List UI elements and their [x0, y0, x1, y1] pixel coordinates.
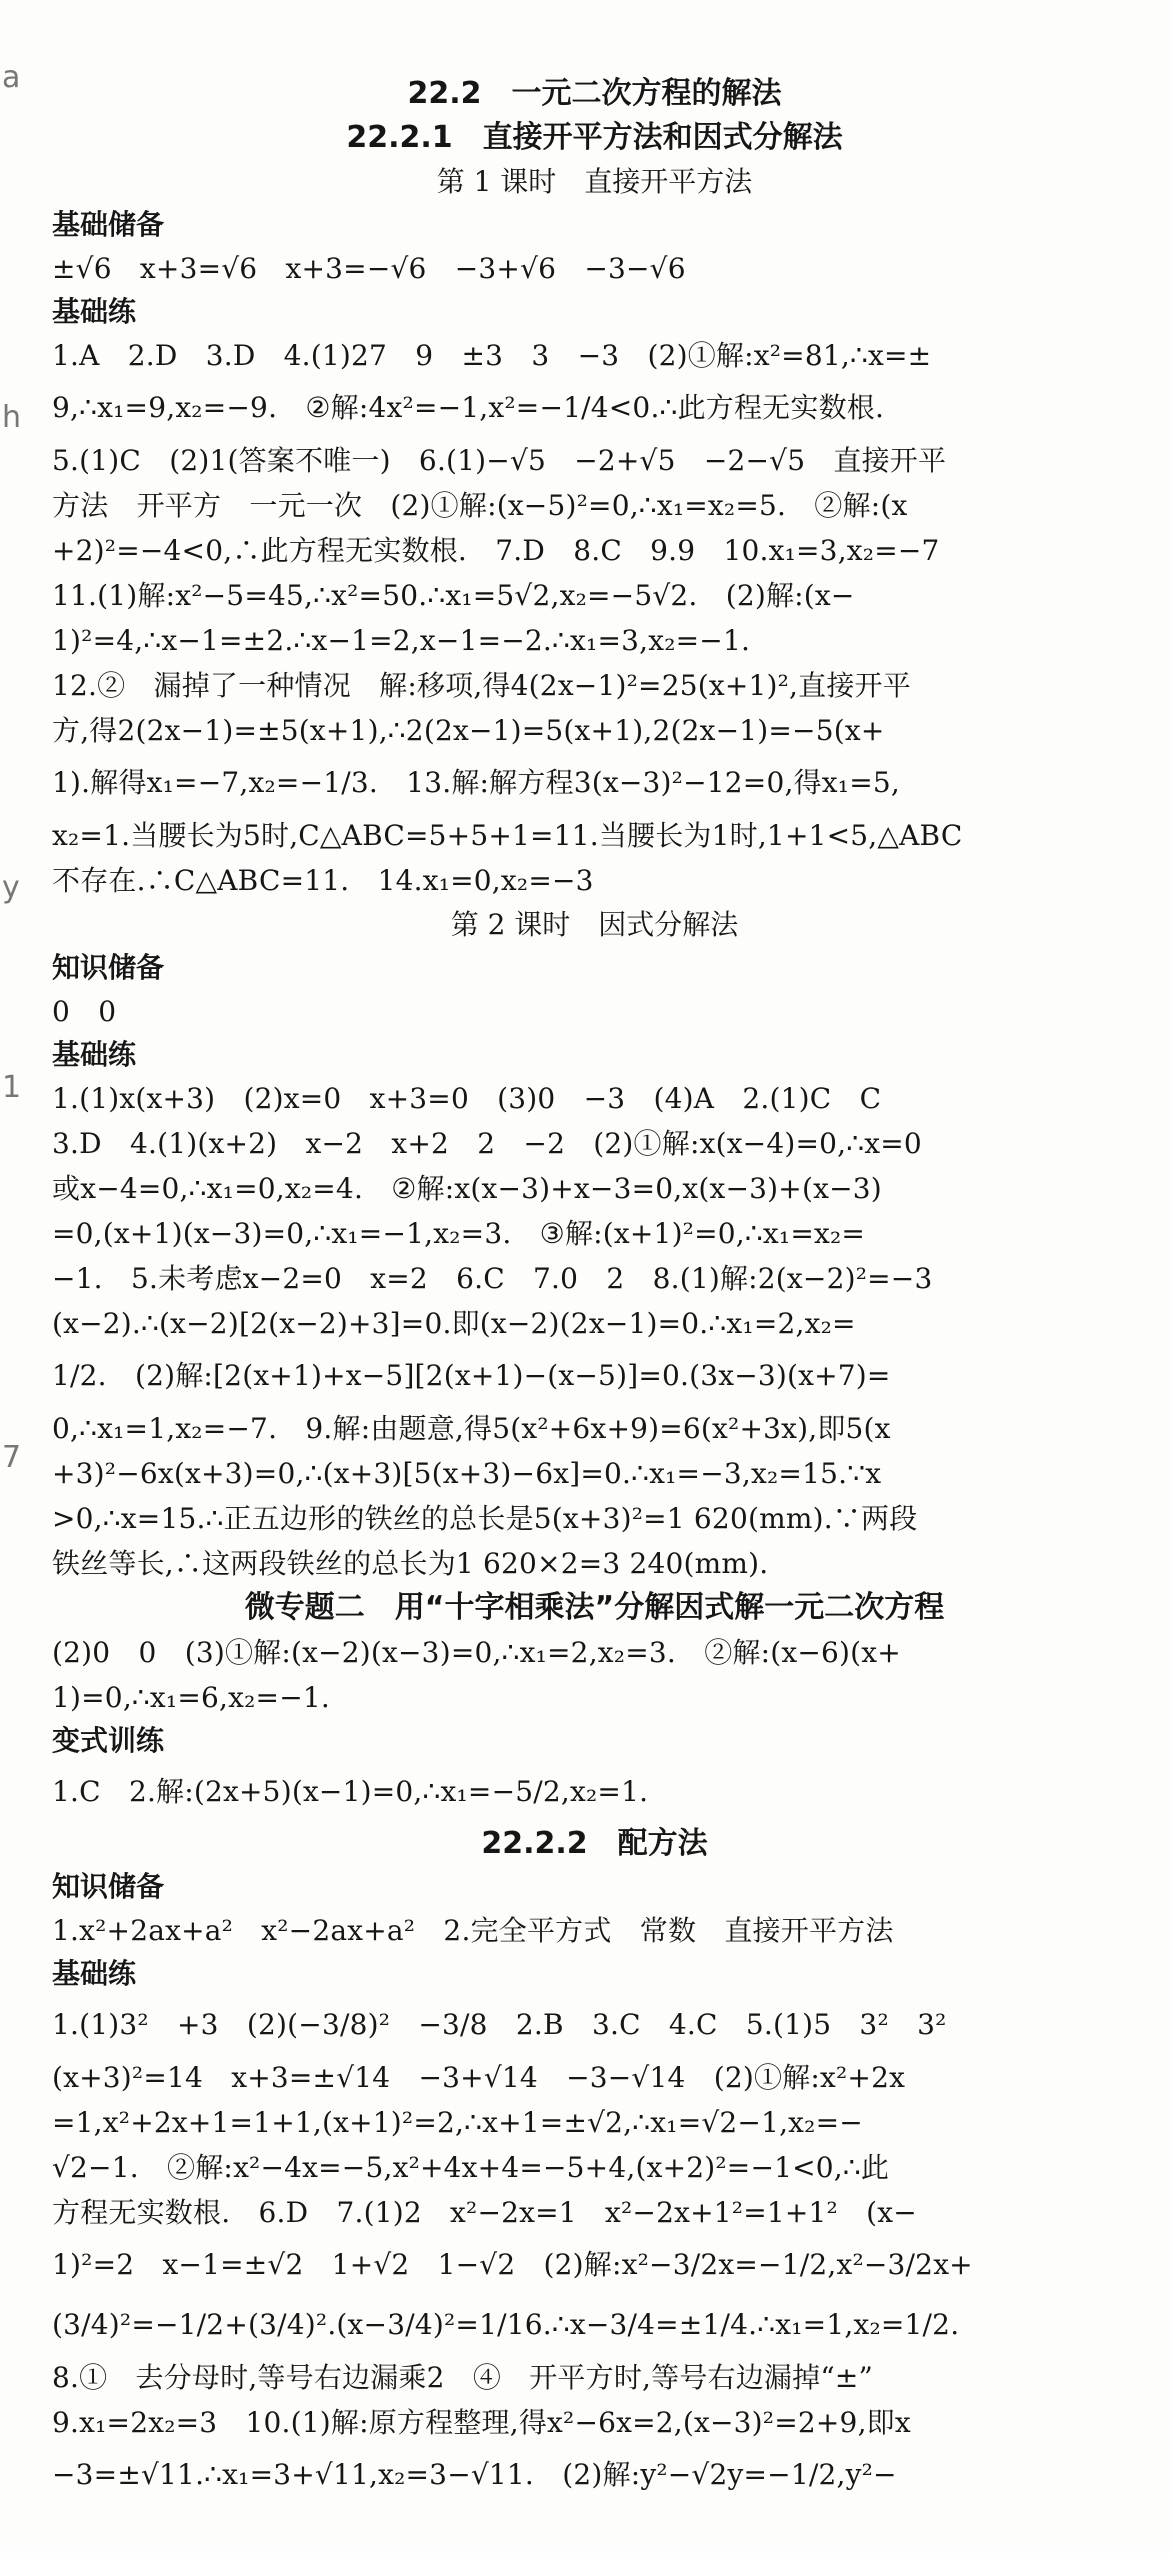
answer-line: 3.D 4.(1)(x+2) x−2 x+2 2 −2 (2)①解:x(x−4)=0,∴x=0 [52, 1127, 922, 1160]
answer-line: >0,∴x=15.∴正五边形的铁丝的总长是5(x+3)²=1 620(mm).∵两段 [52, 1502, 918, 1535]
answer-line: 1)=0,∴x₁=6,x₂=−1. [52, 1681, 330, 1714]
answer-line: 8.① 去分母时,等号右边漏乘2 ④ 开平方时,等号右边漏掉“±” [52, 2361, 874, 2394]
section-title: 微专题二 用“十字相乘法”分解因式解一元二次方程 [244, 1590, 945, 1625]
section-title: 22.2.1 直接开平方法和因式分解法 [346, 120, 843, 155]
left-margin-bleed [0, 0, 26, 2553]
answer-line: 1.C 2.解:(2x+5)(x−1)=0,∴x₁=−5/2,x₂=1. [52, 1775, 649, 1808]
answer-line: 1).解得x₁=−7,x₂=−1/3. 13.解:解方程3(x−3)²−12=0,得x₁=5, [52, 766, 900, 799]
section-heading: 基础练 [52, 295, 137, 328]
section-heading: 变式训练 [52, 1724, 165, 1757]
answer-line: =0,(x+1)(x−3)=0,∴x₁=−1,x₂=3. ③解:(x+1)²=0,∴x₁=x₂= [52, 1217, 866, 1250]
answer-line: x₂=1.当腰长为5时,C△ABC=5+5+1=11.当腰长为1时,1+1<5,△ABC [52, 819, 963, 852]
section-heading: 基础练 [52, 1957, 137, 1990]
answer-content [52, 72, 1137, 2505]
answer-line: 9,∴x₁=9,x₂=−9. ②解:4x²=−1,x²=−1/4<0.∴此方程无实数根. [52, 391, 885, 424]
answer-line: 方,得2(2x−1)=±5(x+1),∴2(2x−1)=5(x+1),2(2x−1)=−5(x+ [52, 714, 885, 747]
answer-line: 1.(1)x(x+3) (2)x=0 x+3=0 (3)0 −3 (4)A 2.(1)C C [52, 1082, 882, 1115]
answer-line: 12.② 漏掉了一种情况 解:移项,得4(2x−1)²=25(x+1)²,直接开平 [52, 669, 911, 702]
answer-line: 1)²=2 x−1=±√2 1+√2 1−√2 (2)解:x²−3/2x=−1/2,x²−3/2x+ [52, 2248, 973, 2281]
answer-line: 1/2. (2)解:[2(x+1)+x−5][2(x+1)−(x−5)]=0.(3x−3)(x+7)= [52, 1359, 891, 1392]
section-title: 22.2.2 配方法 [481, 1826, 708, 1861]
answer-line: (2)0 0 (3)①解:(x−2)(x−3)=0,∴x₁=2,x₂=3. ②解:(x−6)(x+ [52, 1636, 901, 1669]
margin-mark: h [2, 400, 22, 435]
answer-line: 1)²=4,∴x−1=±2.∴x−1=2,x−1=−2.∴x₁=3,x₂=−1. [52, 624, 751, 657]
margin-mark: y [2, 870, 20, 905]
answer-line: 5.(1)C (2)1(答案不唯一) 6.(1)−√5 −2+√5 −2−√5 直接开平 [52, 444, 947, 477]
answer-line: =1,x²+2x+1=1+1,(x+1)²=2,∴x+1=±√2,∴x₁=√2−1,x₂=− [52, 2106, 863, 2139]
answer-line: √2−1. ②解:x²−4x=−5,x²+4x+4=−5+4,(x+2)²=−1<0,∴此 [52, 2151, 890, 2184]
answer-line: 9.x₁=2x₂=3 10.(1)解:原方程整理,得x²−6x=2,(x−3)²=2+9,即x [52, 2406, 911, 2439]
answer-line: (x−2).∴(x−2)[2(x−2)+3]=0.即(x−2)(2x−1)=0.∴x₁=2,x₂= [52, 1307, 856, 1340]
answer-line: 1.A 2.D 3.D 4.(1)27 9 ±3 3 −3 (2)①解:x²=81,∴x=± [52, 339, 932, 372]
margin-mark: 1 [2, 1070, 22, 1105]
answer-line: 0,∴x₁=1,x₂=−7. 9.解:由题意,得5(x²+6x+9)=6(x²+3x),即5(x [52, 1412, 891, 1445]
answer-line: 1.x²+2ax+a² x²−2ax+a² 2.完全平方式 常数 直接开平方法 [52, 1914, 894, 1947]
answer-line: 不存在.∴C△ABC=11. 14.x₁=0,x₂=−3 [52, 864, 594, 897]
answer-line: 方程无实数根. 6.D 7.(1)2 x²−2x=1 x²−2x+1²=1+1² (x− [52, 2196, 917, 2229]
answer-line: +3)²−6x(x+3)=0,∴(x+3)[5(x+3)−6x]=0.∴x₁=−3,x₂=15.∵x [52, 1457, 882, 1490]
answer-line: 或x−4=0,∴x₁=0,x₂=4. ②解:x(x−3)+x−3=0,x(x−3)+(x−3) [52, 1172, 882, 1205]
answer-line: +2)²=−4<0,∴此方程无实数根. 7.D 8.C 9.9 10.x₁=3,x₂=−7 [52, 534, 940, 567]
answer-line: (x+3)²=14 x+3=±√14 −3+√14 −3−√14 (2)①解:x²+2x [52, 2061, 906, 2094]
margin-mark: 7 [2, 1440, 22, 1475]
answer-line: 11.(1)解:x²−5=45,∴x²=50.∴x₁=5√2,x₂=−5√2. (2)解:(x− [52, 579, 855, 612]
answer-line: −1. 5.未考虑x−2=0 x=2 6.C 7.0 2 8.(1)解:2(x−2)²=−3 [52, 1262, 933, 1295]
answer-line: 方法 开平方 一元一次 (2)①解:(x−5)²=0,∴x₁=x₂=5. ②解:(x [52, 489, 908, 522]
answer-line: 铁丝等长,∴这两段铁丝的总长为1 620×2=3 240(mm). [52, 1547, 769, 1580]
section-heading: 知识储备 [52, 951, 165, 984]
answer-line: ±√6 x+3=√6 x+3=−√6 −3+√6 −3−√6 [52, 252, 686, 285]
section-heading: 知识储备 [52, 1870, 165, 1903]
answer-line: −3=±√11.∴x₁=3+√11,x₂=3−√11. (2)解:y²−√2y=−1/2,y²− [52, 2458, 897, 2491]
margin-mark: a [2, 60, 21, 95]
answer-line: 0 0 [52, 995, 117, 1028]
section-heading: 基础储备 [52, 208, 165, 241]
answer-line: (3/4)²=−1/2+(3/4)².(x−3/4)²=1/16.∴x−3/4=±1/4.∴x₁=1,x₂=1/2. [52, 2308, 960, 2341]
section-title: 22.2 一元二次方程的解法 [407, 76, 782, 111]
section-heading: 基础练 [52, 1038, 137, 1071]
lesson-subtitle: 第 1 课时 直接开平方法 [436, 165, 753, 198]
answer-line: 1.(1)3² +3 (2)(−3/8)² −3/8 2.B 3.C 4.C 5.(1)5 3² 3² [52, 2008, 947, 2041]
lesson-subtitle: 第 2 课时 因式分解法 [450, 908, 739, 941]
